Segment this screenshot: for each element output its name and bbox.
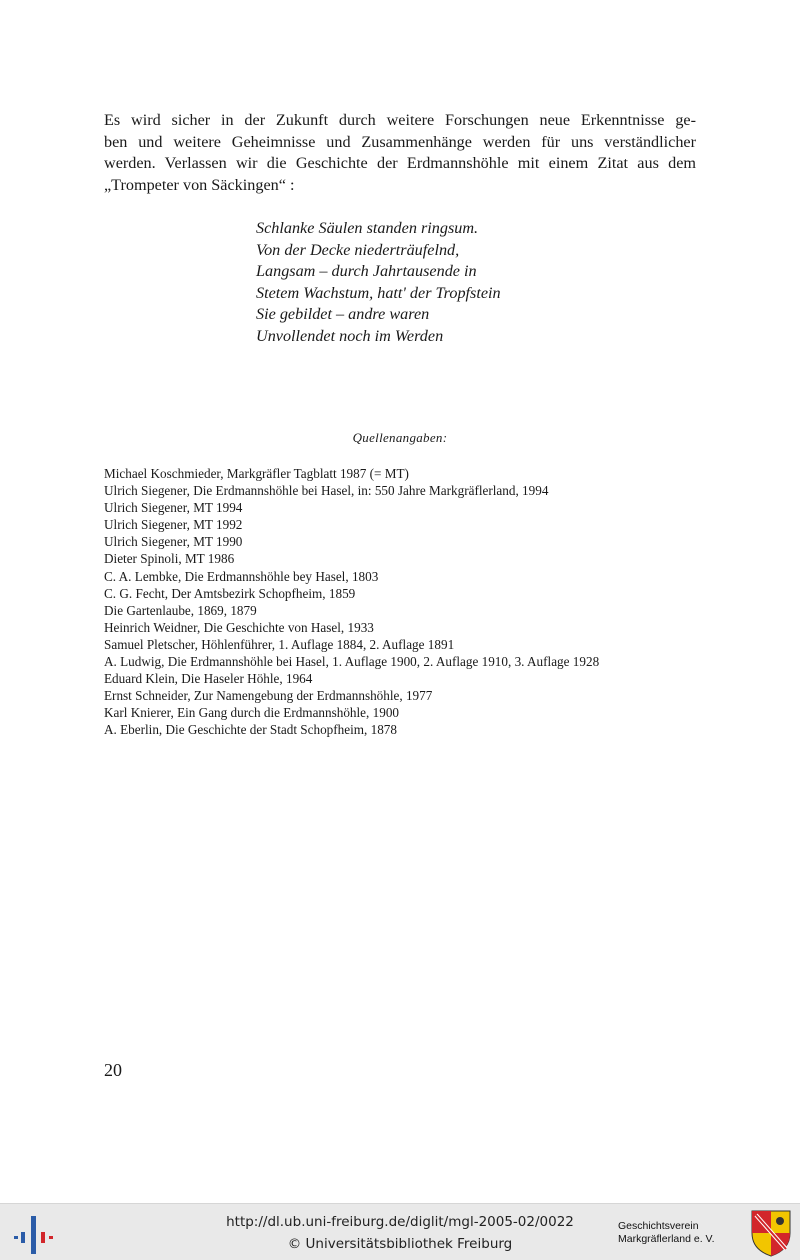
footer-bar (0, 1203, 800, 1260)
page-number: 20 (104, 1060, 122, 1080)
poem-verse: Unvollendet noch im Werden (256, 326, 444, 345)
source-item: Ulrich Siegener, Die Erdmannshöhle bei Hasel, in: 550 Jahre Markgräflerland, 1994 (104, 483, 549, 499)
source-url-link[interactable]: http://dl.ub.uni-freiburg.de/diglit/mgl-2005-02/0022 (226, 1214, 574, 1230)
poem-verse: Schlanke Säulen standen ringsum. (256, 219, 479, 237)
society-name (618, 1220, 715, 1245)
intro-paragraph (104, 110, 696, 196)
poem-verse: Von der Decke niederträufelnd, (256, 240, 460, 259)
source-item: Samuel Pletscher, Höhlenführer, 1. Auflage 1884, 2. Auflage 1891 (104, 636, 455, 652)
poem-verse: Langsam – durch Jahrtausende in (256, 262, 477, 281)
source-item: Dieter Spinoli, MT 1986 (104, 551, 235, 567)
source-item: C. G. Fecht, Der Amtsbezirk Schopfheim, 1859 (104, 585, 356, 601)
poem-verse: Sie gebildet – andre waren (256, 305, 430, 324)
sources-heading: Quellenangaben: (352, 430, 448, 445)
source-item: Eduard Klein, Die Haseler Höhle, 1964 (104, 671, 313, 687)
intro-line: „Trompeter von Säckingen“ : (104, 175, 295, 194)
source-item: A. Eberlin, Die Geschichte der Stadt Schopfheim, 1878 (104, 722, 397, 738)
source-item: Michael Koschmieder, Markgräfler Tagblatt 1987 (= MT) (104, 466, 409, 481)
source-item: Ernst Schneider, Zur Namengebung der Erdmannshöhle, 1977 (104, 688, 433, 704)
poem-quote (256, 218, 501, 348)
source-item: Karl Knierer, Ein Gang durch die Erdmannshöhle, 1900 (104, 705, 400, 721)
coat-of-arms-icon (750, 1209, 792, 1257)
source-item: Ulrich Siegener, MT 1994 (104, 500, 243, 516)
society-name-line: Markgräflerland e. V. (618, 1232, 715, 1245)
source-item: Ulrich Siegener, MT 1990 (104, 534, 243, 550)
poem-verse: Stetem Wachstum, hatt' der Tropfstein (256, 283, 501, 302)
source-item: C. A. Lembke, Die Erdmannshöhle bey Hasel, 1803 (104, 568, 379, 584)
intro-line: Es wird sicher in der Zukunft durch weitere Forschungen neue Erkenntnisse ge- (104, 111, 696, 129)
society-name-line: Geschichtsverein (618, 1220, 699, 1232)
source-item: Die Gartenlaube, 1869, 1879 (104, 602, 257, 618)
source-item: Heinrich Weidner, Die Geschichte von Hasel, 1933 (104, 619, 374, 635)
intro-line: werden. Verlassen wir die Geschichte der Erdmannshöhle mit einem Zitat aus dem (104, 154, 696, 172)
copyright-notice: © Universitätsbibliothek Freiburg (287, 1236, 513, 1252)
source-item: Ulrich Siegener, MT 1992 (104, 517, 243, 533)
source-item: A. Ludwig, Die Erdmannshöhle bei Hasel, 1. Auflage 1900, 2. Auflage 1910, 3. Auflage 1928 (104, 654, 600, 670)
sources-list (104, 465, 599, 739)
intro-line: ben und weitere Geheimnisse und Zusammenhänge werden für uns verständlicher (104, 132, 696, 151)
